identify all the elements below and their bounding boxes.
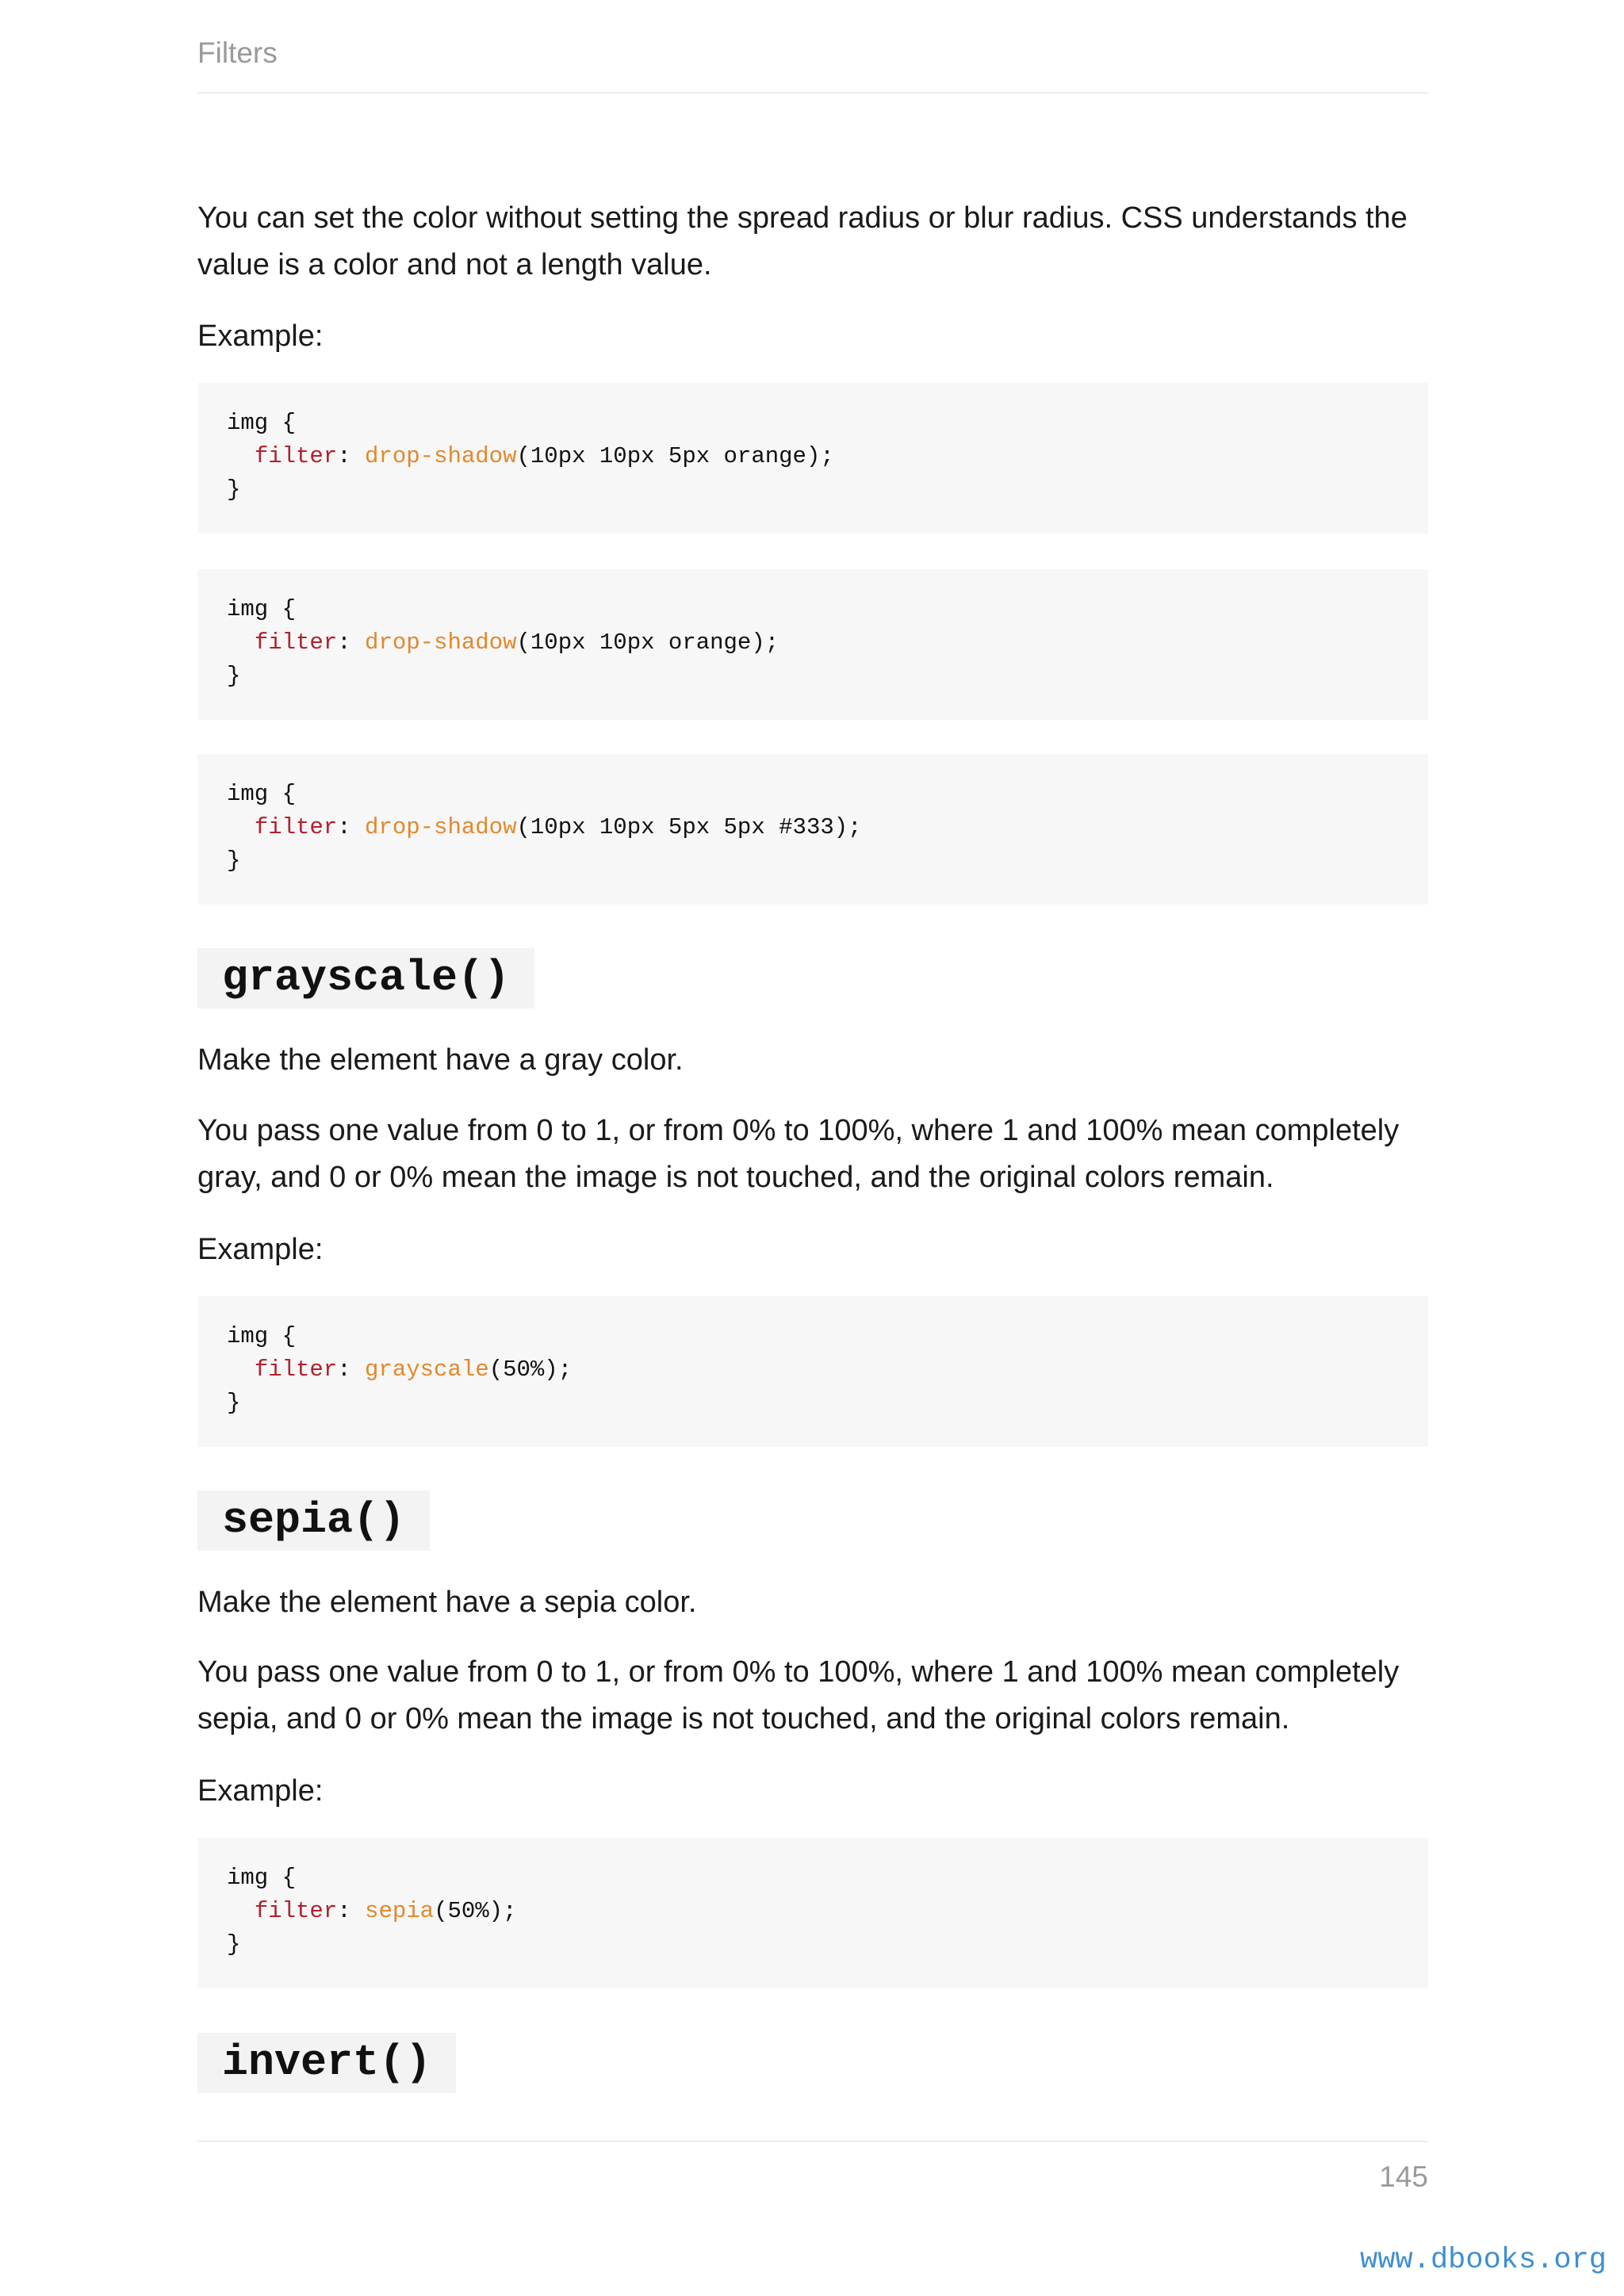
code-function: drop-shadow <box>365 443 517 469</box>
header-divider <box>197 92 1428 94</box>
code-args: (10px 10px orange); <box>516 629 779 656</box>
code-selector: img { <box>227 596 297 622</box>
code-property: filter <box>254 1357 338 1383</box>
code-selector: img { <box>227 1865 297 1891</box>
running-header: Filters <box>197 36 278 69</box>
code-selector: img { <box>227 781 297 807</box>
section-heading-grayscale: grayscale() <box>197 948 534 1008</box>
code-property: filter <box>254 1898 338 1924</box>
code-args: (50%); <box>434 1898 517 1924</box>
code-close: } <box>227 476 241 503</box>
code-args: (10px 10px 5px 5px #333); <box>516 814 862 840</box>
code-function: drop-shadow <box>365 629 517 656</box>
grayscale-description: Make the element have a gray color. <box>197 1043 684 1077</box>
code-function: drop-shadow <box>365 814 517 840</box>
section-heading-invert: invert() <box>197 2033 456 2093</box>
example-label: Example: <box>197 320 324 353</box>
code-close: } <box>227 1390 241 1416</box>
code-property: filter <box>254 629 338 656</box>
code-close: } <box>227 663 241 689</box>
code-property: filter <box>254 814 338 840</box>
section-heading-sepia: sepia() <box>197 1490 430 1551</box>
code-selector: img { <box>227 410 297 436</box>
code-selector: img { <box>227 1323 297 1349</box>
grayscale-detail: You pass one value from 0 to 1, or from 0% to 100%, where 1 and 100% mean completely gray, and 0 or 0% mean the image is not touched, and the original colors remain. <box>197 1114 1400 1194</box>
code-block-grayscale: img { filter: grayscale(50%); } <box>197 1296 1428 1447</box>
sepia-example-label: Example: <box>197 1774 324 1808</box>
code-property: filter <box>254 443 338 469</box>
sepia-description: Make the element have a sepia color. <box>197 1586 697 1619</box>
code-block-2: img { filter: drop-shadow(10px 10px orange); } <box>197 569 1428 720</box>
footer-divider <box>197 2141 1428 2142</box>
code-function: sepia <box>365 1898 435 1924</box>
intro-paragraph: You can set the color without setting the spread radius or blur radius. CSS understands the value is a color and not a length value. <box>197 201 1408 281</box>
code-args: (10px 10px 5px orange); <box>516 443 834 469</box>
code-close: } <box>227 848 241 874</box>
watermark-link[interactable]: www.dbooks.org <box>1360 2244 1607 2277</box>
code-args: (50%); <box>488 1357 573 1383</box>
sepia-detail: You pass one value from 0 to 1, or from 0% to 100%, where 1 and 100% mean completely sepia, and 0 or 0% mean the image is not touched, and the original colors remain. <box>197 1655 1400 1735</box>
code-block-3: img { filter: drop-shadow(10px 10px 5px 5px #333); } <box>197 754 1428 905</box>
grayscale-example-label: Example: <box>197 1233 324 1266</box>
code-block-sepia: img { filter: sepia(50%); } <box>197 1838 1428 1988</box>
page-number: 145 <box>1379 2160 1428 2193</box>
code-block-1: img { filter: drop-shadow(10px 10px 5px orange); } <box>197 383 1428 534</box>
code-close: } <box>227 1931 241 1957</box>
code-function: grayscale <box>365 1357 489 1383</box>
